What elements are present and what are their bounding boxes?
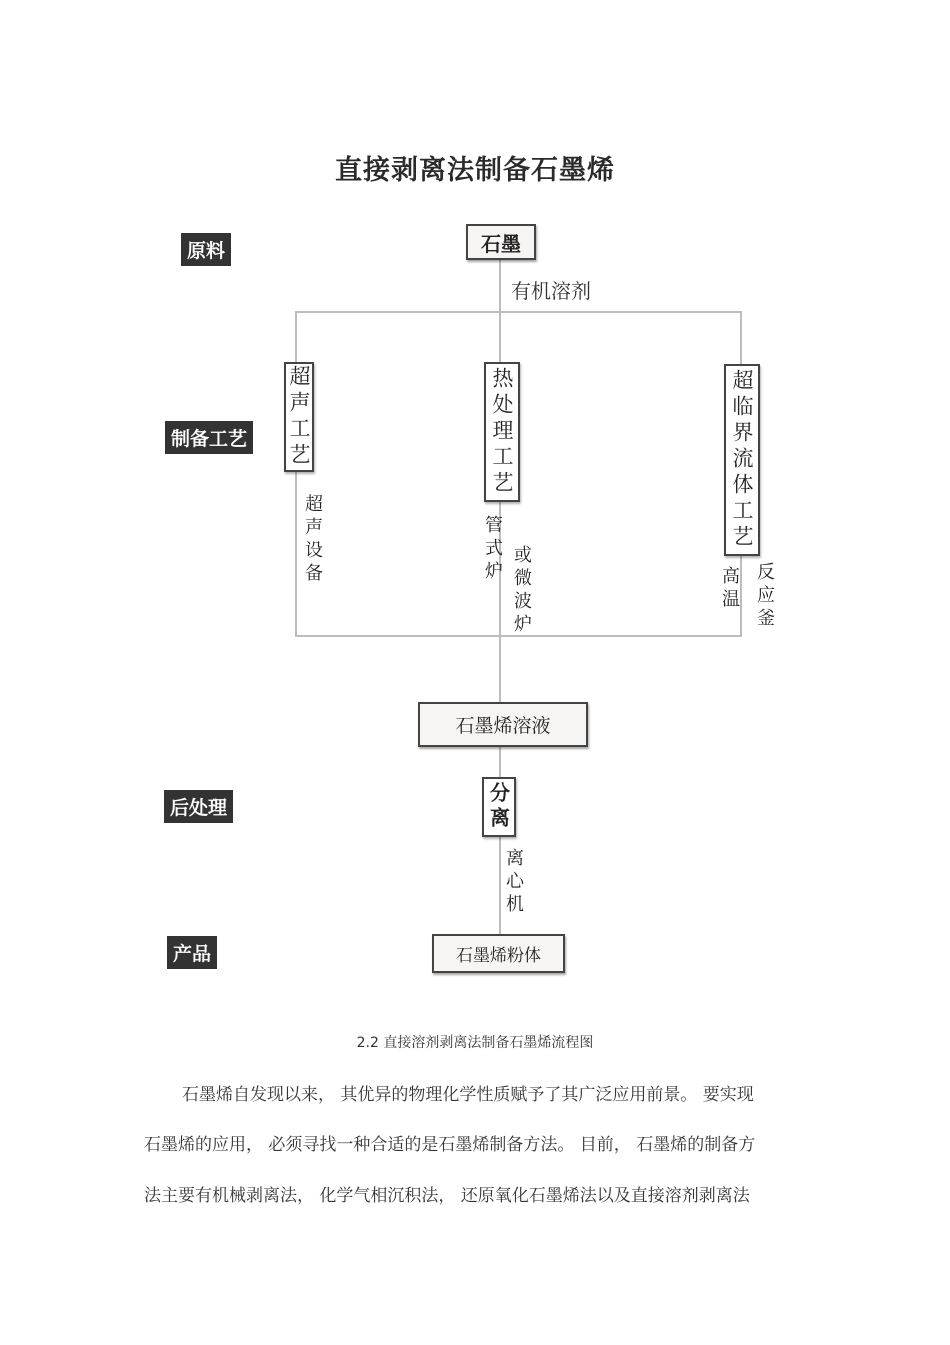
connector-solution-separation: [499, 745, 501, 777]
node-supercritical-fluid-process: 超临界流体工艺: [724, 364, 760, 556]
stage-label-post: 后处理: [164, 790, 233, 823]
node-heat-treatment-process: 热处理工艺: [484, 362, 520, 502]
stage-label-product: 产品: [167, 936, 217, 969]
paragraph-line-2: 石墨烯的应用， 必须寻找一种合适的是石墨烯制备方法。 目前， 石墨烯的制备方: [144, 1135, 756, 1155]
node-ultrasonic-process: 超声工艺: [284, 362, 314, 472]
node-graphite: 石墨: [466, 224, 536, 260]
stage-label-prep: 制备工艺: [165, 421, 253, 454]
node-separation: 分离: [482, 777, 516, 837]
node-graphene-solution: 石墨烯溶液: [418, 702, 588, 747]
label-organic-solvent: 有机溶剂: [511, 279, 591, 303]
connector-left: [295, 311, 297, 637]
label-centrifuge: 离心机: [503, 848, 524, 917]
label-microwave-furnace: 或微波炉: [511, 545, 532, 637]
node-graphene-powder: 石墨烯粉体: [432, 934, 565, 973]
label-ultrasonic-device: 超声设备: [302, 494, 323, 586]
paragraph-line-1: 石墨烯自发现以来， 其优异的物理化学性质赋予了其广泛应用前景。 要实现: [182, 1085, 754, 1105]
figure-caption: 2.2 直接溶剂剥离法制备石墨烯流程图: [356, 1035, 594, 1051]
label-reactor: 反应釜: [754, 562, 775, 631]
diagram-title: 直接剥离法制备石墨烯: [335, 155, 615, 186]
connector-top: [499, 260, 501, 312]
paragraph-line-3: 法主要有机械剥离法， 化学气相沉积法， 还原氧化石墨烯法以及直接溶剂剥离法: [144, 1186, 750, 1206]
connector-branch-top: [295, 311, 742, 313]
label-tube-furnace: 管式炉: [482, 515, 503, 584]
stage-label-raw: 原料: [181, 233, 231, 266]
label-high-temp: 高温: [719, 566, 740, 612]
